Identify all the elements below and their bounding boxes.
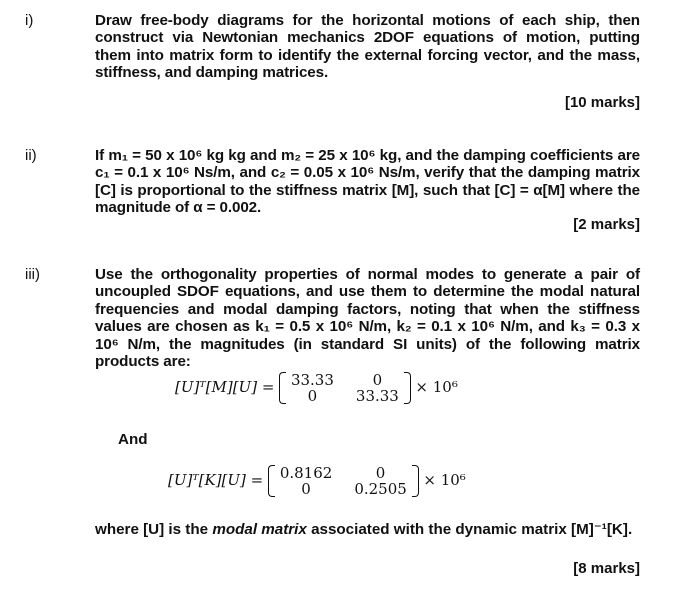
equation-1-matrix — [279, 372, 410, 404]
equation-1-lhs: [U]ᵀ[M][U] = — [175, 378, 275, 396]
question-2-marks: [2 marks] — [573, 216, 640, 233]
question-1-text: Draw free-body diagrams for the horizontal motions of each ship, then construct via Newtonian mechanics 2DOF equations of motion, putting them into matrix form to identify the external forcing vector, and the mass, stiffness, and damping matrices. — [95, 12, 640, 82]
and-word: And — [118, 431, 148, 448]
equation-stiffness-product — [168, 465, 466, 497]
eq1-m21: 0 — [307, 387, 318, 405]
modal-note-pre: where [U] is the — [95, 521, 213, 538]
equation-mass-product — [175, 372, 458, 404]
modal-matrix-note — [95, 520, 655, 538]
modal-note-italic: modal matrix — [212, 521, 307, 538]
question-3-marks: [8 marks] — [573, 560, 640, 577]
question-3-number: iii) — [25, 266, 40, 283]
modal-note-post: associated with the dynamic matrix [M]⁻¹[K]. — [306, 521, 633, 538]
equation-2-factor: × 10⁶ — [423, 471, 466, 489]
question-1-number: i) — [25, 12, 34, 29]
question-2-number: ii) — [25, 147, 37, 164]
eq2-m22: 0.2505 — [354, 480, 407, 498]
question-3-text: Use the orthogonality properties of normal modes to generate a pair of uncoupled SDOF equations, and use them to determine the modal natural frequencies and modal damping factors, noting that when the stiffness values are chosen as k₁ = 0.5 x 10⁶ N/m, k₂ = 0.1 x 10⁶ N/m, and k₃ = 0.3 x 10⁶ N/m, the magnitudes (in standard SI units) of the following matrix products are: — [95, 266, 640, 371]
equation-2-lhs: [U]ᵀ[K][U] = — [168, 471, 264, 489]
eq2-m21: 0 — [301, 480, 311, 498]
equation-2-matrix — [268, 465, 419, 497]
eq1-m11: 33.33 — [290, 371, 334, 389]
eq1-m12: 0 — [372, 371, 383, 389]
equation-1-factor: × 10⁶ — [415, 378, 458, 396]
eq2-m11: 0.8162 — [279, 464, 333, 482]
eq2-m12: 0 — [375, 464, 386, 482]
eq1-m22: 33.33 — [355, 387, 399, 405]
question-2-text: If m₁ = 50 x 10⁶ kg kg and m₂ = 25 x 10⁶ kg, and the damping coefficients are c₁ = 0.1 x 10⁶ Ns/m, and c₂ = 0.05 x 10⁶ Ns/m, verify that the damping matrix [C] is proportional to the stiffness matrix [M], such that [C] = α[M] where the magnitude of α = 0.002. — [95, 147, 640, 217]
question-1-marks: [10 marks] — [564, 94, 640, 111]
